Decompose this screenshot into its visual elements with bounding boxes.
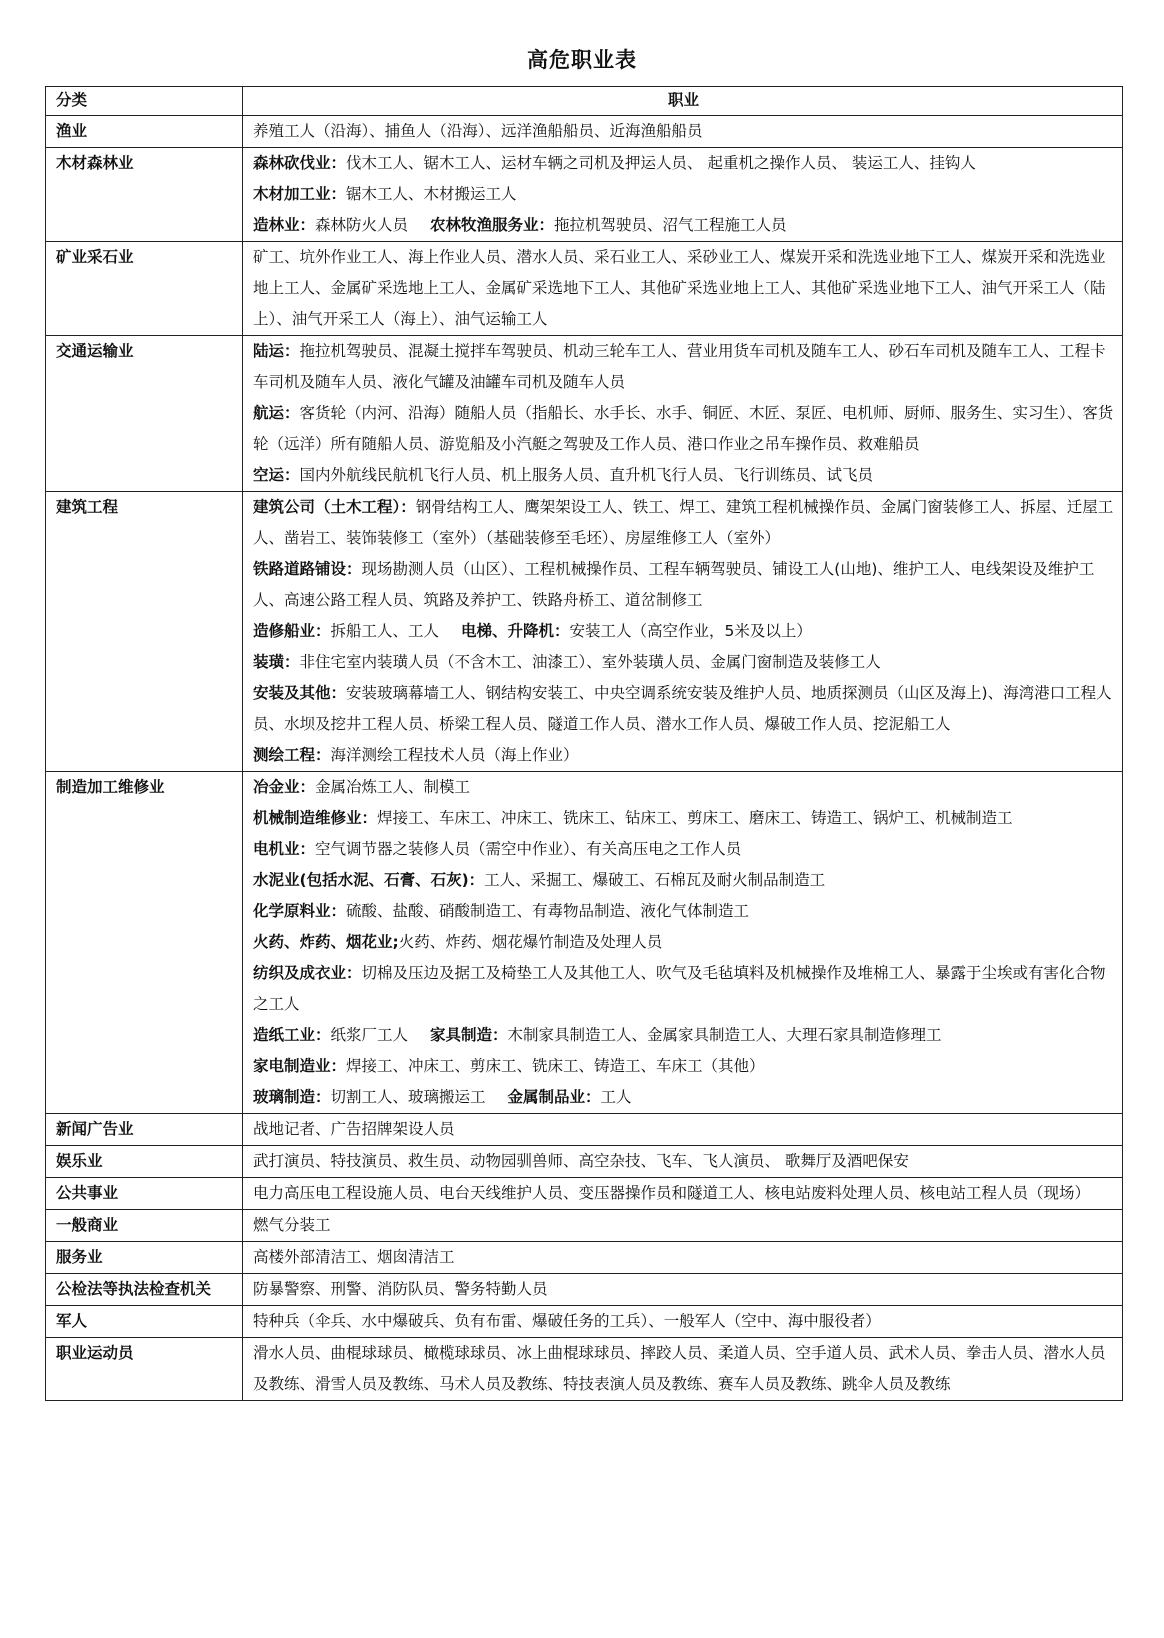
occupation-text: 空气调节器之装修人员（需空中作业）、有关高压电之工作人员 — [315, 840, 742, 858]
category-cell: 服务业 — [46, 1242, 243, 1274]
table-row — [46, 116, 1123, 148]
page-title: 高危职业表 — [527, 48, 637, 72]
occupation-text: 工人、采掘工、爆破工、石棉瓦及耐火制品制造工 — [484, 871, 826, 889]
occupation-line — [253, 336, 1114, 398]
occupation-line — [253, 1146, 1114, 1177]
category-cell: 制造加工维修业 — [46, 772, 243, 1114]
table-row — [46, 242, 1123, 336]
category-cell: 木材森林业 — [46, 148, 243, 242]
occupation-line — [253, 1114, 1114, 1145]
occupation-text: 切割工人、玻璃搬运工 — [330, 1088, 486, 1106]
subcategory-label: 冶金业： — [253, 778, 316, 796]
category-cell: 新闻广告业 — [46, 1114, 243, 1146]
occupation-line — [253, 492, 1114, 554]
occupation-line — [253, 803, 1114, 834]
subcategory-label: 纺织及成衣业： — [253, 964, 362, 982]
subcategory-label: 测绘工程： — [253, 746, 331, 764]
occupation-cell — [243, 148, 1123, 242]
occupation-text: 海洋测绘工程技术人员（海上作业） — [330, 746, 579, 764]
occupation-line — [253, 616, 1114, 647]
table-row — [46, 1146, 1123, 1178]
category-cell: 军人 — [46, 1306, 243, 1338]
occupation-text: 国内外航线民航机飞行人员、机上服务人员、直升机飞行人员、飞行训练员、试飞员 — [299, 466, 874, 484]
table-row — [46, 1178, 1123, 1210]
subcategory-label: 陆运： — [253, 342, 300, 360]
subcategory-label: 造林业： — [253, 216, 316, 234]
occupation-line — [253, 242, 1114, 335]
high-risk-occupation-table — [45, 86, 1123, 1401]
subcategory-label: 建筑公司（土木工程）： — [253, 498, 416, 516]
occupation-line — [253, 1082, 1114, 1113]
occupation-line — [253, 1306, 1114, 1337]
occupation-text: 火药、炸药、烟花爆竹制造及处理人员 — [398, 933, 663, 951]
subcategory-label: 森林砍伐业： — [253, 154, 347, 172]
occupation-line — [253, 148, 1114, 179]
occupation-text: 纸浆厂工人 — [330, 1026, 409, 1044]
occupation-text: 硫酸、盐酸、硝酸制造工、有毒物品制造、液化气体制造工 — [346, 902, 750, 920]
category-cell: 建筑工程 — [46, 492, 243, 772]
occupation-text: 养殖工人（沿海）、捕鱼人（沿海）、远洋渔船船员、近海渔船船员 — [253, 122, 703, 140]
occupation-cell — [243, 492, 1123, 772]
occupation-cell — [243, 336, 1123, 492]
occupation-line — [253, 1242, 1114, 1273]
occupation-text: 森林防火人员 — [315, 216, 409, 234]
occupation-text: 非住宅室内装璜人员（不含木工、油漆工）、室外装璜人员、金属门窗制造及装修工人 — [299, 653, 881, 671]
occupation-text: 伐木工人、锯木工人、运材车辆之司机及押运人员、 起重机之操作人员、 装运工人、挂钩人 — [346, 154, 976, 172]
occupation-line — [253, 834, 1114, 865]
occupation-text: 切棉及压边及据工及椅垫工人及其他工人、吹气及毛毡填料及机械操作及堆棉工人、暴露于尘埃或有害化合物之工人 — [253, 964, 1106, 1013]
occupation-text: 燃气分装工 — [253, 1216, 331, 1234]
subcategory-label: 木材加工业： — [253, 185, 347, 203]
occupation-line — [253, 1210, 1114, 1241]
category-cell: 交通运输业 — [46, 336, 243, 492]
subcategory-label: 航运： — [253, 404, 300, 422]
table-row — [46, 1210, 1123, 1242]
subcategory-label: 电梯、升降机： — [461, 622, 570, 640]
occupation-line — [253, 647, 1114, 678]
occupation-cell — [243, 116, 1123, 148]
occupation-text: 钢骨结构工人、鹰架架设工人、铁工、焊工、建筑工程机械操作员、金属门窗装修工人、拆屋、迁屋工人、凿岩工、装饰装修工（室外）（基础装修至毛坯）、房屋维修工人（室外） — [253, 498, 1114, 547]
occupation-text: 电力高压电工程设施人员、电台天线维护人员、变压器操作员和隧道工人、核电站废料处理人员、核电站工程人员（现场） — [253, 1184, 1091, 1202]
subcategory-label: 空运： — [253, 466, 300, 484]
subcategory-label: 农林牧渔服务业： — [430, 216, 555, 234]
occupation-text: 现场勘测人员（山区）、工程机械操作员、工程车辆驾驶员、铺设工人(山地)、维护工人、电线架设及维护工人、高速公路工程人员、筑路及养护工、铁路舟桥工、道岔制修工 — [253, 560, 1095, 609]
subcategory-label: 安装及其他： — [253, 684, 347, 702]
occupation-line — [253, 1051, 1114, 1082]
occupation-line — [253, 772, 1114, 803]
occupation-text: 滑水人员、曲棍球球员、橄榄球球员、冰上曲棍球球员、摔跤人员、柔道人员、空手道人员、武术人员、拳击人员、潜水人员及教练、滑雪人员及教练、马术人员及教练、特技表演人员及教练、赛车人员及教练、跳伞人员及教练 — [253, 1344, 1106, 1393]
occupation-text: 锯木工人、木材搬运工人 — [346, 185, 517, 203]
occupation-text: 工人 — [600, 1088, 632, 1106]
table-body — [46, 87, 1123, 1401]
occupation-line — [253, 460, 1114, 491]
subcategory-label: 造纸工业： — [253, 1026, 331, 1044]
occupation-text: 高楼外部清洁工、烟囱清洁工 — [253, 1248, 455, 1266]
category-cell: 娱乐业 — [46, 1146, 243, 1178]
occupation-cell — [243, 242, 1123, 336]
subcategory-label: 火药、炸药、烟花业; — [253, 933, 399, 951]
category-cell: 渔业 — [46, 116, 243, 148]
occupation-text: 拆船工人、工人 — [330, 622, 440, 640]
table-row — [46, 1306, 1123, 1338]
occupation-text: 木制家具制造工人、金属家具制造工人、大理石家具制造修理工 — [507, 1026, 942, 1044]
category-cell: 职业运动员 — [46, 1338, 243, 1401]
category-cell: 公检法等执法检查机关 — [46, 1274, 243, 1306]
subcategory-label: 化学原料业： — [253, 902, 347, 920]
subcategory-label: 家电制造业： — [253, 1057, 347, 1075]
occupation-line — [253, 398, 1114, 460]
table-header-row — [46, 87, 1123, 116]
occupation-line — [253, 554, 1114, 616]
table-row — [46, 336, 1123, 492]
occupation-line — [253, 740, 1114, 771]
occupation-cell — [243, 1114, 1123, 1146]
occupation-text: 客货轮（内河、沿海）随船人员（指船长、水手长、水手、铜匠、木匠、泵匠、电机师、厨师、服务生、实习生）、客货轮（远洋）所有随船人员、游览船及小汽艇之驾驶及工作人员、港口作业之吊车操作员、救难船员 — [253, 404, 1114, 453]
occupation-line — [253, 210, 1114, 241]
occupation-text: 武打演员、特技演员、救生员、动物园驯兽师、高空杂技、飞车、飞人演员、 歌舞厅及酒吧保安 — [253, 1152, 909, 1170]
occupation-text: 战地记者、广告招牌架设人员 — [253, 1120, 455, 1138]
subcategory-label: 金属制品业： — [507, 1088, 601, 1106]
occupation-line — [253, 116, 1114, 147]
table-row — [46, 1242, 1123, 1274]
occupation-cell — [243, 1242, 1123, 1274]
category-cell: 矿业采石业 — [46, 242, 243, 336]
occupation-cell — [243, 1178, 1123, 1210]
category-column-header: 分类 — [46, 87, 243, 116]
subcategory-label: 铁路道路铺设： — [253, 560, 362, 578]
table-row — [46, 148, 1123, 242]
table-row — [46, 772, 1123, 1114]
occupation-cell — [243, 1146, 1123, 1178]
table-row — [46, 1338, 1123, 1401]
occupation-line — [253, 1338, 1114, 1400]
occupation-text: 焊接工、车床工、冲床工、铣床工、钻床工、剪床工、磨床工、铸造工、锅炉工、机械制造工 — [377, 809, 1013, 827]
occupation-line — [253, 1020, 1114, 1051]
occupation-column-header: 职业 — [243, 87, 1123, 116]
occupation-line — [253, 179, 1114, 210]
occupation-line — [253, 958, 1114, 1020]
occupation-text: 矿工、坑外作业工人、海上作业人员、潜水人员、采石业工人、采砂业工人、煤炭开采和洗选业地下工人、煤炭开采和洗选业地上工人、金属矿采选地上工人、金属矿采选地下工人、其他矿采选业地上工人、其他矿采选业地下工人、油气开采工人（陆上）、油气开采工人（海上）、油气运输工人 — [253, 248, 1106, 328]
subcategory-label: 造修船业： — [253, 622, 331, 640]
table-row — [46, 1114, 1123, 1146]
table-row — [46, 492, 1123, 772]
category-cell: 一般商业 — [46, 1210, 243, 1242]
occupation-text: 安装工人（高空作业，5米及以上） — [569, 622, 812, 640]
occupation-text: 特种兵（伞兵、水中爆破兵、负有布雷、爆破任务的工兵）、一般军人（空中、海中服役者） — [253, 1312, 881, 1330]
category-cell: 公共事业 — [46, 1178, 243, 1210]
occupation-line — [253, 1274, 1114, 1305]
occupation-text: 焊接工、冲床工、剪床工、铣床工、铸造工、车床工（其他） — [346, 1057, 765, 1075]
occupation-line — [253, 1178, 1114, 1209]
occupation-text: 安装玻璃幕墙工人、钢结构安装工、中央空调系统安装及维护人员、地质探测员（山区及海上)、海湾港口工程人员、水坝及挖井工程人员、桥梁工程人员、隧道工作人员、潜水工作人员、爆破工作人员、挖泥船工人 — [253, 684, 1112, 733]
occupation-cell — [243, 1210, 1123, 1242]
subcategory-label: 玻璃制造： — [253, 1088, 331, 1106]
occupation-line — [253, 678, 1114, 740]
occupation-text: 拖拉机驾驶员、混凝土搅拌车驾驶员、机动三轮车工人、营业用货车司机及随车工人、砂石车司机及随车工人、工程卡车司机及随车人员、液化气罐及油罐车司机及随车人员 — [253, 342, 1106, 391]
subcategory-label: 水泥业(包括水泥、石膏、石灰)： — [253, 871, 485, 889]
occupation-cell — [243, 1274, 1123, 1306]
occupation-cell — [243, 772, 1123, 1114]
table-row — [46, 1274, 1123, 1306]
occupation-line — [253, 865, 1114, 896]
occupation-line — [253, 896, 1114, 927]
subcategory-label: 电机业： — [253, 840, 316, 858]
occupation-text: 防暴警察、刑警、消防队员、警务特勤人员 — [253, 1280, 548, 1298]
subcategory-label: 机械制造维修业： — [253, 809, 378, 827]
subcategory-label: 家具制造： — [430, 1026, 508, 1044]
subcategory-label: 装璜： — [253, 653, 300, 671]
occupation-line — [253, 927, 1114, 958]
occupation-text: 金属冶炼工人、制模工 — [315, 778, 471, 796]
occupation-cell — [243, 1306, 1123, 1338]
occupation-text: 拖拉机驾驶员、沼气工程施工人员 — [554, 216, 787, 234]
occupation-cell — [243, 1338, 1123, 1401]
